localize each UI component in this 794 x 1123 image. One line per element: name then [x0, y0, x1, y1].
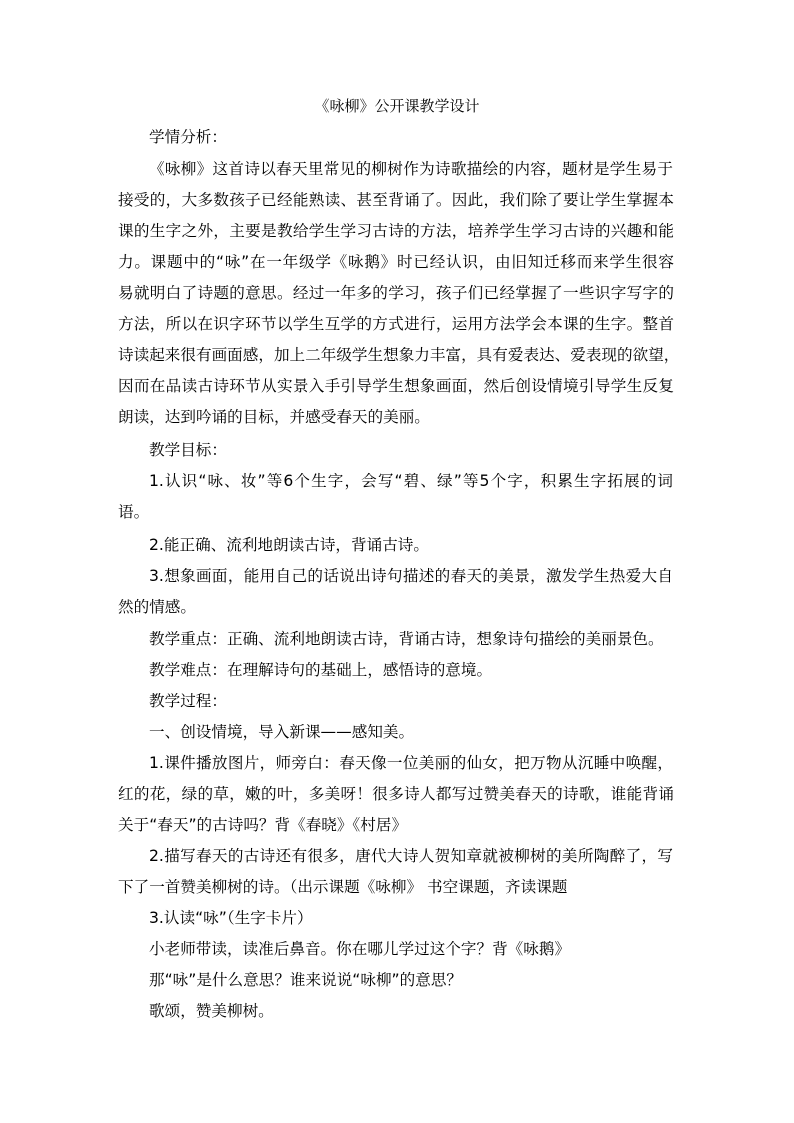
difficult-points-line: 教学难点：在理解诗句的基础上，感悟诗的意境。 [149, 661, 493, 679]
paragraph-line: 诗读起来很有画面感，加上二年级学生想象力丰富，具有爱表达、爱表现的欲望， [118, 346, 680, 364]
key-points-line: 教学重点：正确、流利地朗读古诗，背诵古诗，想象诗句描绘的美丽景色。 [149, 630, 664, 648]
process-line: 那“咏”是什么意思？谁来说说“咏柳”的意思？ [149, 971, 463, 989]
process-line: 下了一首赞美柳树的诗。（出示课题《咏柳》 书空课题，齐读课题 [118, 878, 568, 896]
paragraph-line: 课的生字之外，主要是教给学生学习古诗的方法，培养学生学习古诗的兴趣和能 [118, 222, 674, 240]
objective-line: 然的情感。 [118, 598, 196, 616]
process-line: 小老师带读，读准后鼻音。你在哪儿学过这个字？背《咏鹅》 [149, 940, 571, 958]
objective-line: 3.想象画面，能用自己的话说出诗句描述的春天的美景，激发学生热爱大自 [149, 567, 673, 585]
process-line: 3.认读“咏”（生字卡片） [149, 909, 313, 927]
objective-line: 2.能正确、流利地朗读古诗，背诵古诗。 [149, 536, 429, 554]
document-title: 《咏柳》公开课教学设计 [314, 97, 480, 115]
section-heading-process: 教学过程： [149, 692, 227, 710]
objective-line: 1.认识“咏、妆”等6个生字，会写“碧、绿”等5个字，积累生字拓展的词 [149, 472, 673, 490]
process-line: 歌颂，赞美柳树。 [149, 1002, 274, 1020]
paragraph-line: 《咏柳》这首诗以春天里常见的柳树作为诗歌描绘的内容，题材是学生易于 [149, 160, 673, 178]
process-line: 红的花，绿的草，嫩的叶，多美呀！很多诗人都写过赞美春天的诗歌，谁能背诵 [118, 785, 674, 803]
paragraph-line: 接受的，大多数孩子已经能熟读、甚至背诵了。因此，我们除了要让学生掌握本 [118, 191, 674, 209]
paragraph-line: 朗读，达到吟诵的目标，并感受春天的美丽。 [118, 408, 430, 426]
process-line: 关于“春天”的古诗吗？背《春晓》《村居》 [118, 816, 408, 834]
paragraph-line: 易就明白了诗题的意思。经过一年多的学习，孩子们已经掌握了一些识字写字的 [118, 284, 674, 302]
process-step-heading: 一、创设情境，导入新课——感知美。 [149, 723, 415, 741]
paragraph-line: 因而在品读古诗环节从实景入手引导学生想象画面，然后创设情境引导学生反复 [118, 377, 674, 395]
paragraph-line: 方法，所以在识字环节以学生互学的方式进行，运用方法学会本课的生字。整首 [118, 315, 674, 333]
section-heading-objectives: 教学目标： [149, 441, 227, 459]
paragraph-line: 力。课题中的“咏”在一年级学《咏鹅》时已经认识，由旧知迁移而来学生很容 [118, 253, 674, 271]
section-heading-analysis: 学情分析： [149, 128, 227, 146]
objective-line: 语。 [118, 503, 150, 521]
process-line: 2.描写春天的古诗还有很多，唐代大诗人贺知章就被柳树的美所陶醉了，写 [149, 847, 673, 865]
process-line: 1.课件播放图片，师旁白：春天像一位美丽的仙女，把万物从沉睡中唤醒， [149, 754, 673, 772]
